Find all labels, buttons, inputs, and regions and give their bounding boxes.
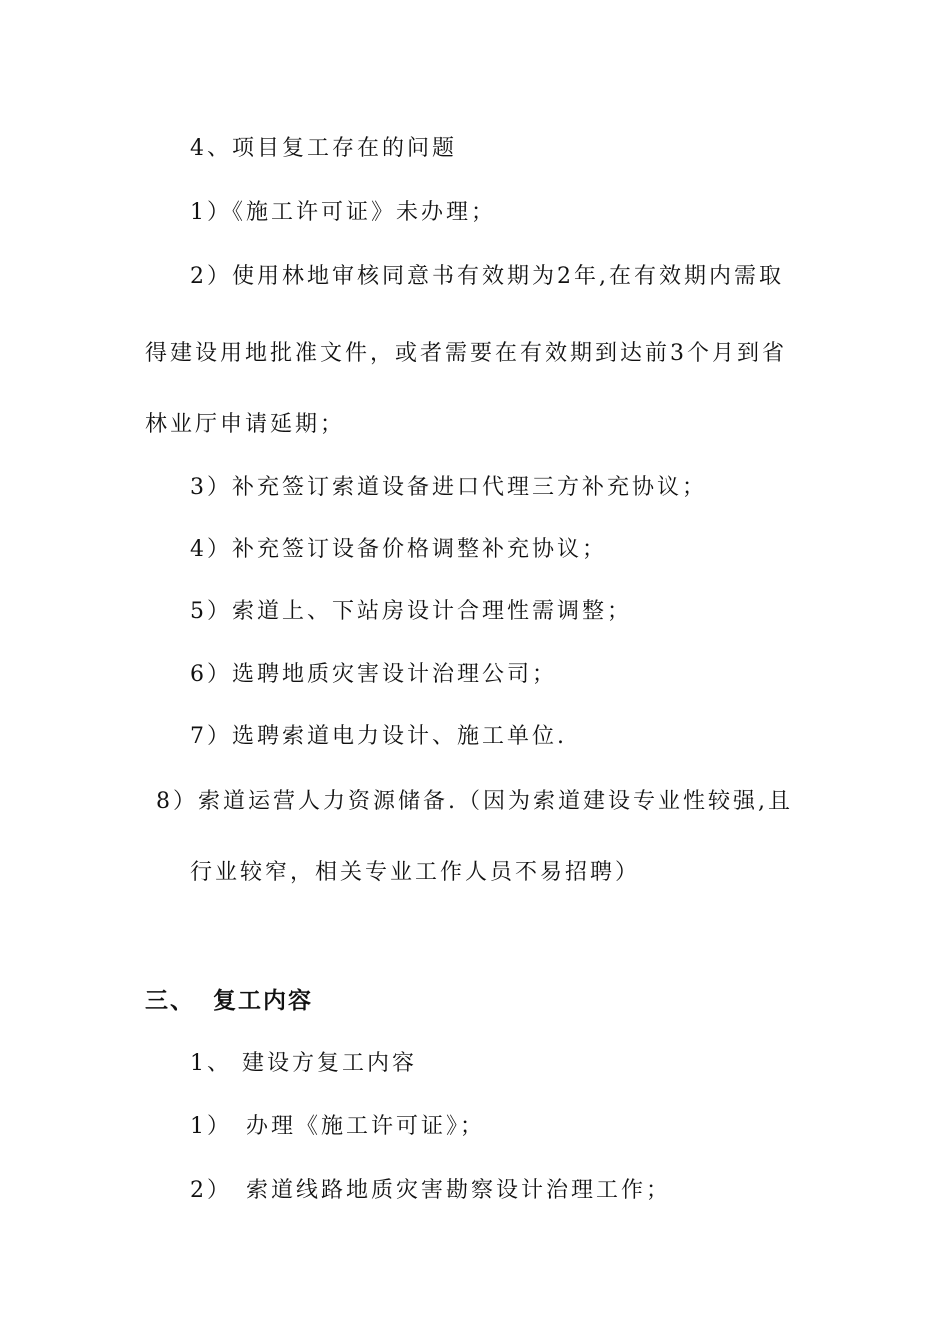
issue-item-8-line-2: 行业较窄，相关专业工作人员不易招聘） <box>190 860 641 885</box>
issue-item-8-line-1: 8）索道运营人力资源储备.（因为索道建设专业性较强,且 <box>156 789 793 814</box>
issue-item-5: 5）索道上、下站房设计合理性需调整； <box>190 599 632 624</box>
section-number: 三、 <box>145 987 195 1014</box>
issue-item-1: 1）《施工许可证》未办理； <box>190 200 496 225</box>
section-title: 复工内容 <box>213 987 313 1014</box>
resume-item-2-text: 索道线路地质灾害勘察设计治理工作； <box>246 1178 672 1203</box>
resume-item-1-text: 办理《施工许可证》； <box>246 1114 486 1139</box>
issue-item-6: 6）选聘地质灾害设计治理公司； <box>190 662 557 687</box>
subsection-heading-builder <box>190 1049 417 1079</box>
issue-item-3: 3）补充签订索道设备进口代理三方补充协议； <box>190 475 707 500</box>
subsection-title-issues: 4、项目复工存在的问题 <box>190 136 457 161</box>
issue-item-4: 4）补充签订设备价格调整补充协议； <box>190 537 607 562</box>
issue-item-2-line-3: 林业厅申请延期； <box>145 412 346 437</box>
issue-item-7: 7）选聘索道电力设计、施工单位. <box>190 724 567 749</box>
issue-item-2-line-2: 得建设用地批准文件，或者需要在有效期到达前3个月到省 <box>145 341 787 366</box>
resume-item-1-number: 1） <box>190 1114 232 1139</box>
resume-item-1 <box>190 1112 485 1142</box>
issue-item-2-line-1: 2）使用林地审核同意书有效期为2年,在有效期内需取 <box>190 264 784 289</box>
resume-item-2 <box>190 1176 671 1206</box>
subsection-number: 1、 <box>190 1051 232 1076</box>
section-heading-resume-content <box>145 986 313 1016</box>
resume-item-2-number: 2） <box>190 1178 232 1203</box>
subsection-title: 建设方复工内容 <box>242 1051 418 1076</box>
